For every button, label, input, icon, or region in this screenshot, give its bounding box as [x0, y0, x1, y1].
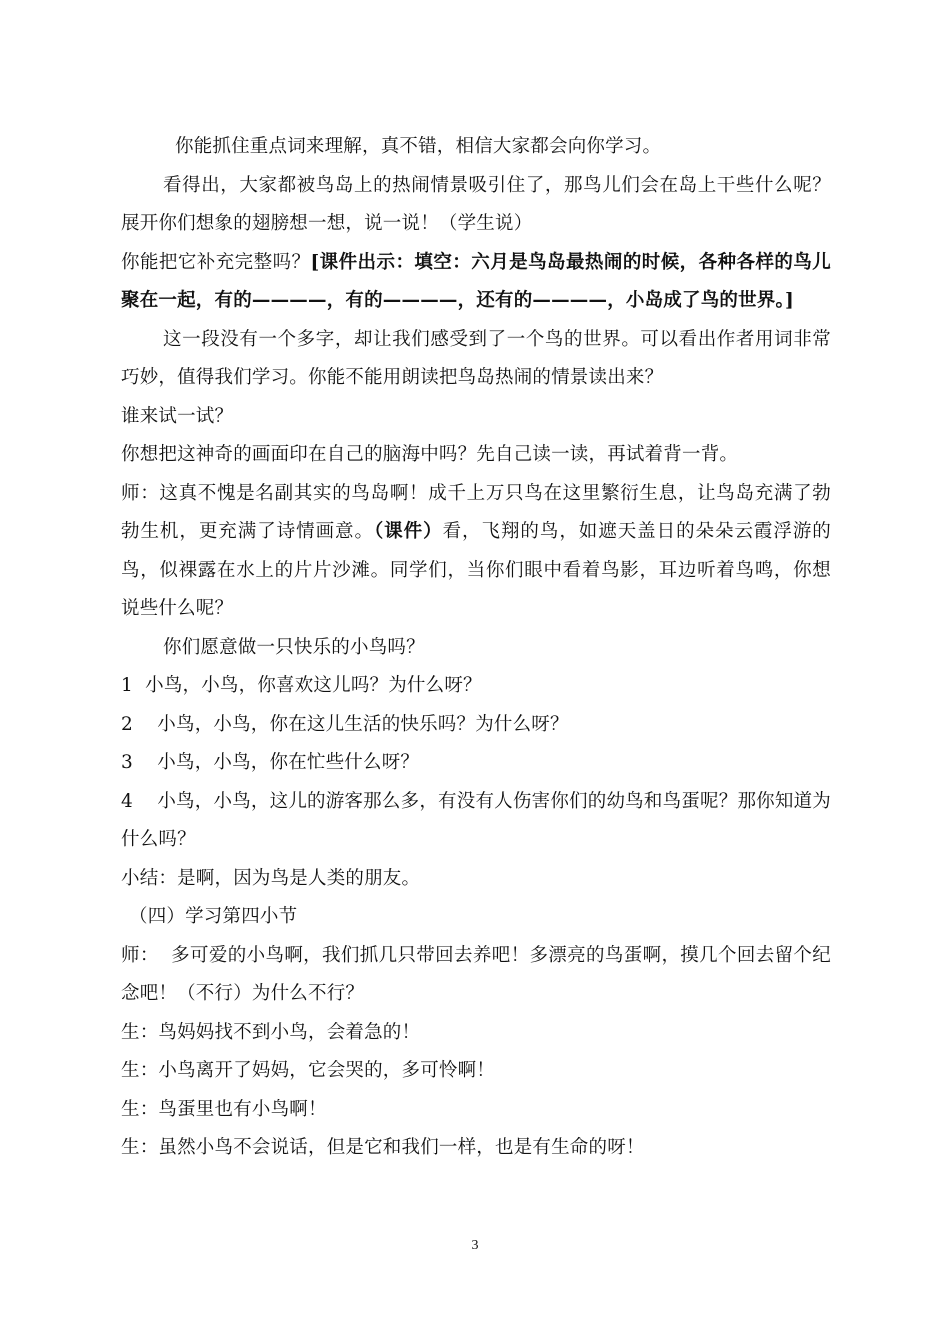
paragraph-word-choice: 这一段没有一个多字，却让我们感受到了一个鸟的世界。可以看出作者用词非常巧妙，值得我们学习。你能不能用朗读把鸟岛热闹的情景读出来？ [121, 328, 831, 388]
question-item-3: 3 小鸟，小鸟，你在忙些什么呀？ [121, 752, 420, 773]
question-item-2: 2 小鸟，小鸟，你在这儿生活的快乐吗？为什么呀？ [121, 713, 569, 735]
teacher-text-after: 看，飞翔的鸟，如遮天盖日的朵朵云霞浮游的鸟，似裸露在水上的片片沙滩。同学们，当你们眼中看着鸟影，耳边听着鸟鸣，你想说些什么呢？ [121, 521, 831, 619]
fill-blank-question: 你能把它补充完整吗？ [121, 251, 311, 273]
paragraph-fill-blank [121, 244, 831, 321]
courseware-label: （课件） [373, 521, 443, 542]
question-item-4: 4 小鸟，小鸟，这儿的游客那么多，有没有人伤害你们的幼鸟和鸟蛋呢？那你知道为什么吗？ [121, 790, 831, 850]
student-answer-1: 生：鸟妈妈找不到小鸟，会着急的！ [121, 1021, 421, 1043]
student-answer-3: 生：鸟蛋里也有小鸟啊！ [121, 1098, 327, 1120]
student-answer-2: 生：小鸟离开了妈妈，它会哭的，多可怜啊！ [121, 1060, 496, 1081]
courseware-fill-blank: [课件出示：填空：六月是鸟岛最热闹的时候，各种各样的鸟儿聚在一起，有的————，有的————，还有的————，小岛成了鸟的世界。] [121, 251, 831, 311]
paragraph-recite: 你想把这神奇的画面印在自己的脑海中吗？先自己读一读，再试着背一背。 [121, 444, 739, 465]
teacher-text-before: 师：这真不愧是名副其实的鸟岛啊！成千上万只鸟在这里繁衍生息，让鸟岛充满了勃勃生机，更充满了诗情画意。 [121, 482, 831, 542]
paragraph-teacher-bird-island [121, 475, 831, 629]
section-heading-four: （四）学习第四小节 [129, 906, 298, 927]
paragraph-imagine-birds: 看得出，大家都被鸟岛上的热闹情景吸引住了，那鸟儿们会在岛上干些什么呢？展开你们想象的翅膀想一想，说一说！（学生说） [121, 174, 831, 234]
paragraph-summary: 小结：是啊，因为鸟是人类的朋友。 [121, 867, 421, 889]
paragraph-happy-bird: 你们愿意做一只快乐的小鸟吗？ [163, 636, 425, 658]
paragraph-teacher-question: 师： 多可爱的小鸟啊，我们抓几只带回去养吧！多漂亮的鸟蛋啊，摸几个回去留个纪念吧！（不行）为什么不行？ [121, 944, 831, 1004]
question-item-1: 1 小鸟，小鸟，你喜欢这儿吗？为什么呀？ [121, 675, 482, 696]
student-answer-4: 生：虽然小鸟不会说话，但是它和我们一样，也是有生命的呀！ [121, 1137, 645, 1158]
paragraph-who-tries: 谁来试一试？ [121, 405, 234, 427]
page-number: 3 [471, 1238, 479, 1253]
paragraph-praise: 你能抓住重点词来理解，真不错，相信大家都会向你学习。 [175, 136, 662, 157]
document-body [121, 128, 831, 1168]
